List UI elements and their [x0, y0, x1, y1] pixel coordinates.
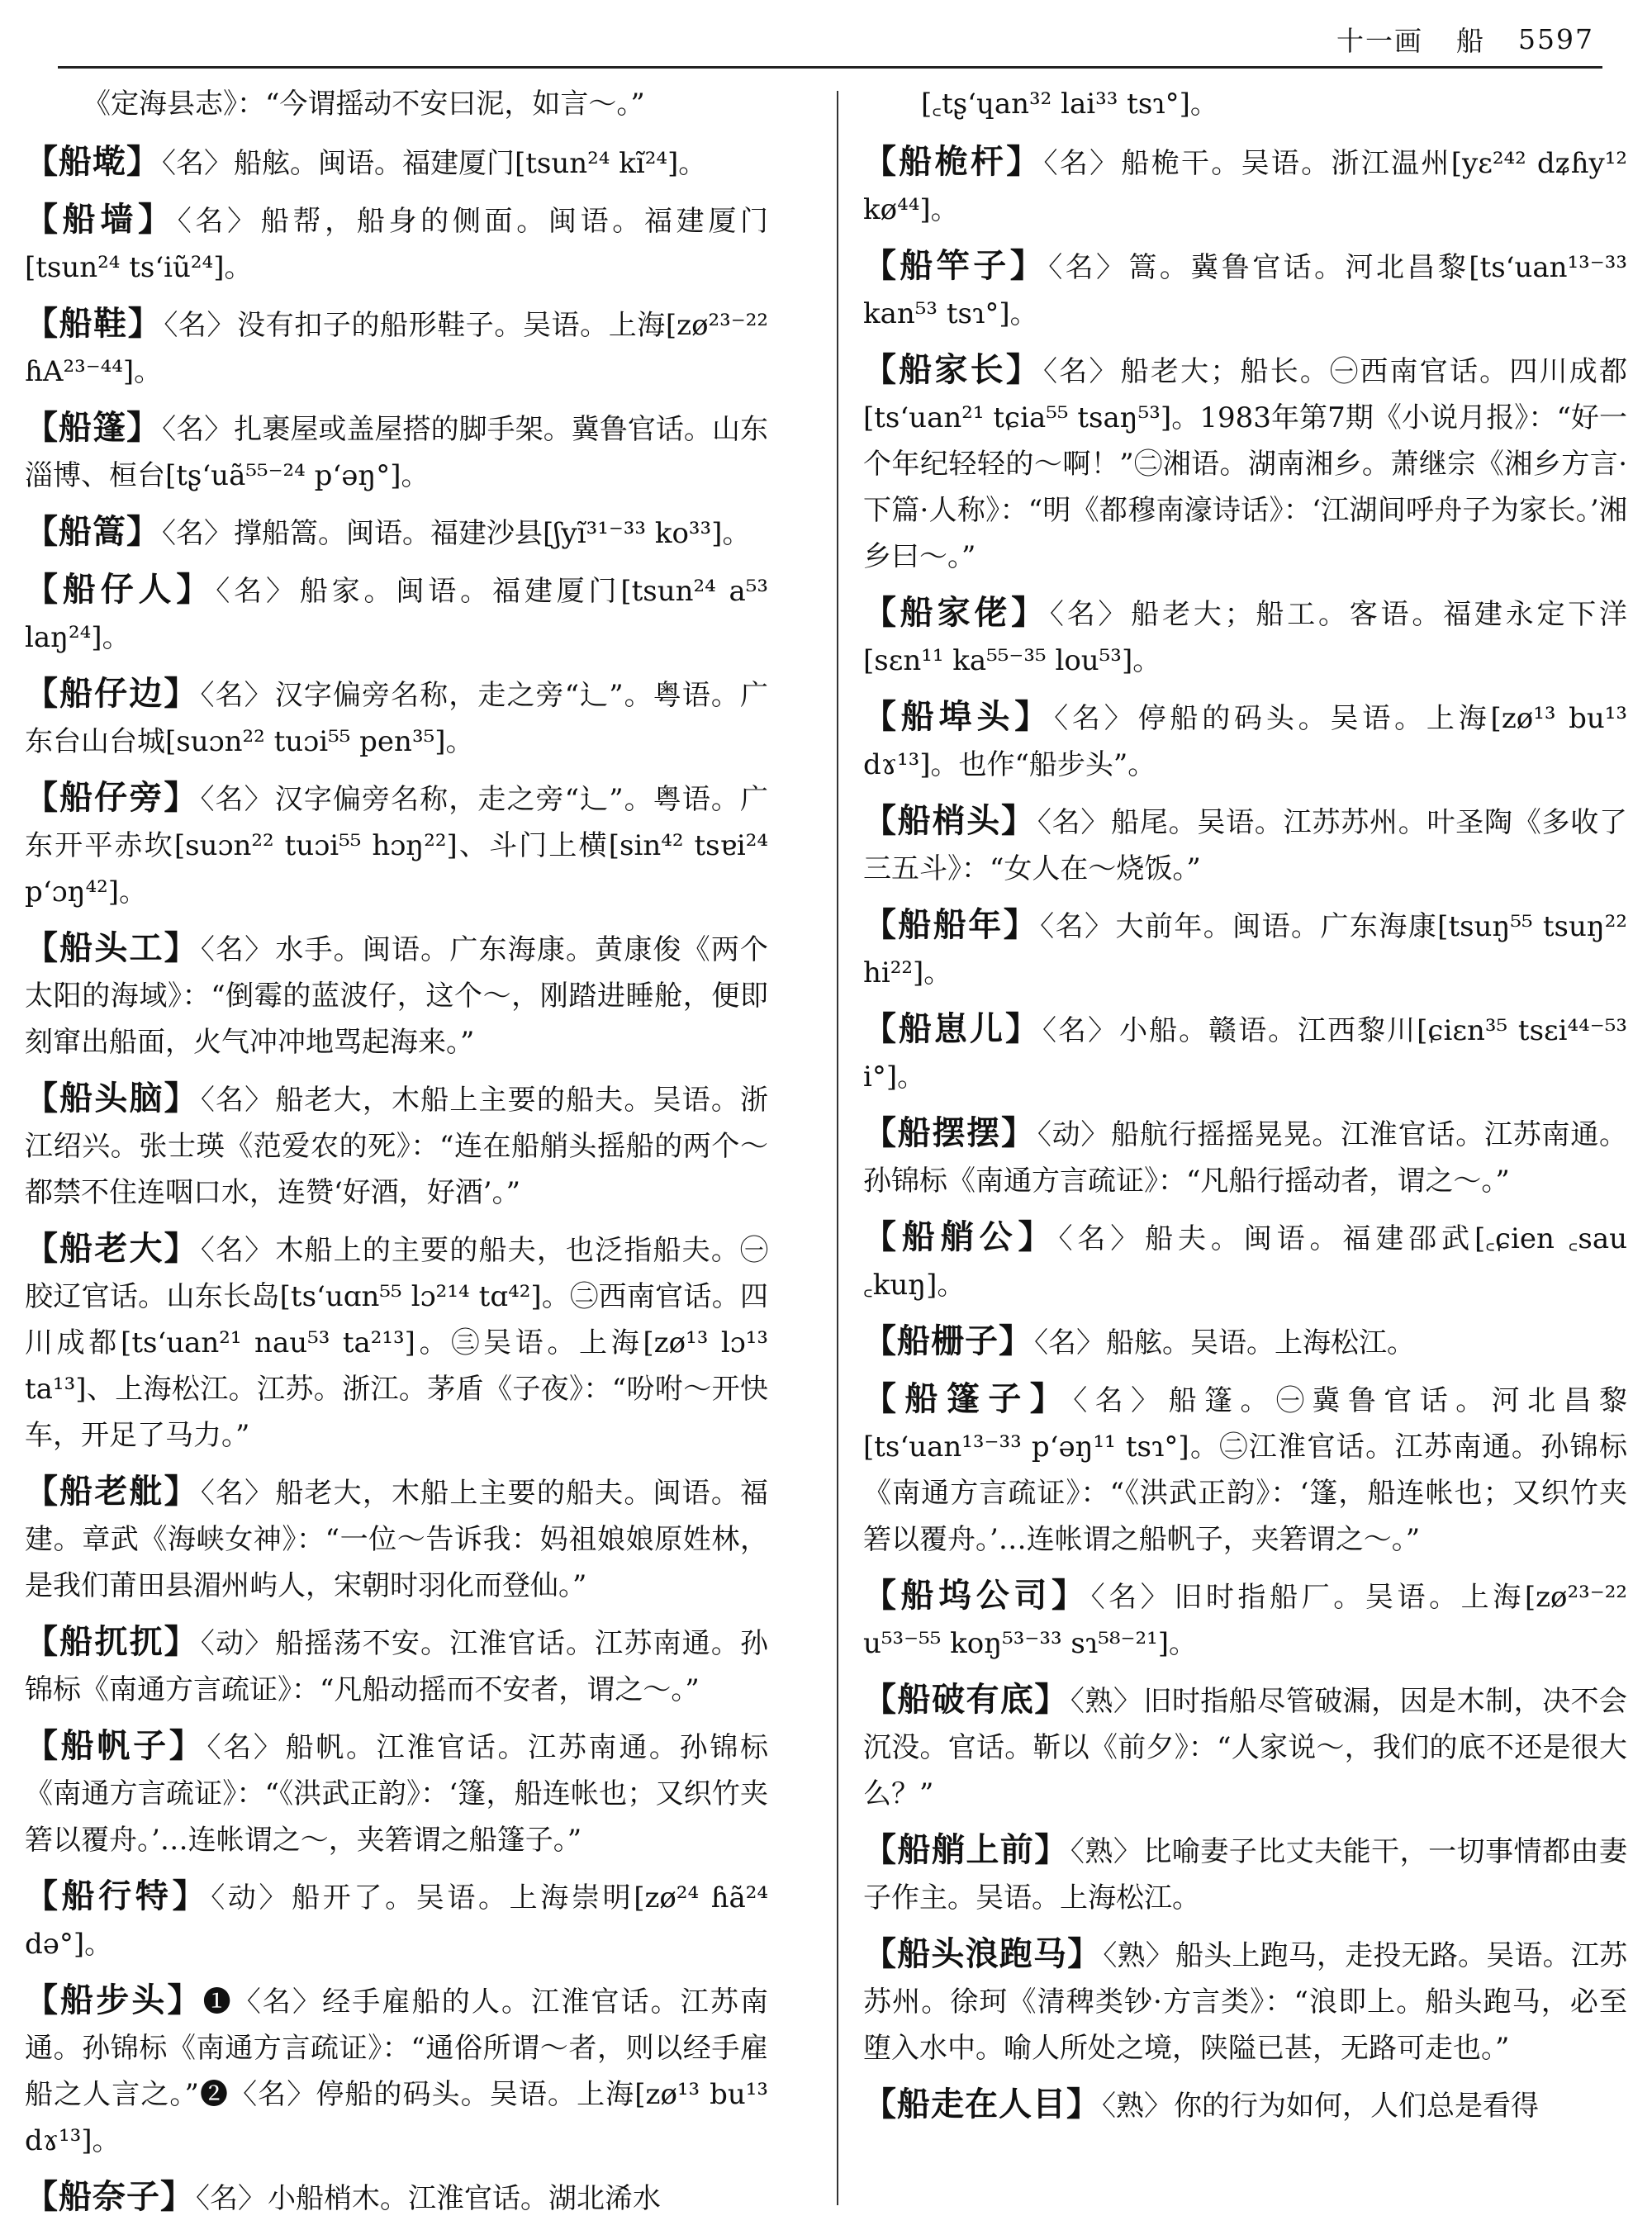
entry-definition: 船老大，木船上主要的船夫。吴语。浙江绍兴。张士瑛《范爱农的死》：“连在船艄头摇船的两个～都禁不住连咽口水，连赞‘好酒，好酒’。” [25, 1084, 768, 1209]
entry-headword: 【船家长】 [863, 350, 1042, 389]
entry-headword: 【船鞋】 [25, 304, 163, 343]
entry-definition: 船桅干。吴语。浙江温州[yɛ²⁴² dʑɦy¹² kø⁴⁴]。 [863, 147, 1627, 226]
part-of-speech: 〈名〉 [1090, 1581, 1173, 1614]
entry-definition: 船航行摇摇晃晃。江淮官话。江苏南通。孙锦标《南通方言疏证》：“凡船行摇动者，谓之～。” [863, 1118, 1627, 1198]
entry-definition: 船家。闽语。福建厦门[tsun²⁴ a⁵³ laŋ²⁴]。 [25, 575, 768, 654]
entry-definition: ❶〈名〉经手雇船的人。江淮官话。江苏南通。孙锦标《南通方言疏证》：“通俗所谓～者，则以经手雇船之人言之。”❷〈名〉停船的码头。吴语。上海[zø¹³ bu¹³ dɤ¹³]。 [25, 1986, 768, 2157]
dictionary-entry [25, 775, 768, 915]
dictionary-entry [25, 405, 768, 499]
part-of-speech: 〈名〉 [162, 147, 232, 180]
dictionary-entry [25, 197, 768, 291]
entry-definition: 船老大；船工。客语。福建永定下洋[sɛn¹¹ ka⁵⁵⁻³⁵ lou⁵³]。 [863, 598, 1627, 677]
dictionary-entry [863, 1931, 1627, 2071]
entry-headword: 【船仔人】 [25, 570, 215, 609]
dictionary-entry [25, 139, 768, 187]
dictionary-entry [863, 1214, 1627, 1308]
part-of-speech: 〈熟〉 [1102, 2090, 1172, 2123]
dictionary-entry [25, 567, 768, 661]
entry-headword: 【船破有底】 [863, 1680, 1069, 1719]
entry-headword: 【船崽儿】 [863, 1009, 1042, 1048]
dictionary-entry [25, 1977, 768, 2164]
dictionary-entry [863, 2081, 1627, 2129]
part-of-speech: 〈名〉 [200, 1084, 274, 1117]
entry-definition: 大前年。闽语。广东海康[tsuŋ⁵⁵ tsuŋ²² hi²²]。 [863, 910, 1627, 989]
page-header [58, 18, 1594, 59]
entry-definition: 船舷。闽语。福建厦门[tsun²⁴ kĩ²⁴]。 [234, 147, 707, 180]
entry-definition: 船头上跑马，走投无路。吴语。江苏苏州。徐珂《清稗类钞·方言类》：“浪即上。船头跑马，必至堕入水中。喻人所处之境，陕隘已甚，无路可走也。” [863, 1939, 1627, 2065]
entry-headword: 【船帆子】 [25, 1726, 206, 1765]
entry-definition: 船帮，船身的侧面。闽语。福建厦门[tsun²⁴ ts‘iũ²⁴]。 [25, 205, 768, 284]
entry-definition: 船篷。㊀冀鲁官话。河北昌黎[ts‘uan¹³⁻³³ p‘əŋ¹¹ tsɿ°]。㊁江淮官话。江苏南通。孙锦标《南通方言疏证》：“《洪武正韵》：‘篷，船连帐也；又织竹夹箬以覆舟。’…连帐谓之船帆子，夹箬谓之～。” [863, 1384, 1627, 1556]
part-of-speech: 〈名〉 [1034, 1326, 1104, 1359]
entry-headword: 【船埠头】 [863, 697, 1053, 736]
dictionary-entry [25, 671, 768, 765]
entry-headword: 【船艄公】 [863, 1217, 1057, 1256]
entry-definition: 你的行为如何，人们总是看得 [1174, 2090, 1539, 2123]
entry-headword: 【船奈子】 [25, 2177, 194, 2212]
dictionary-entry [863, 1573, 1627, 1667]
entry-continuation [863, 81, 1627, 127]
entry-headword: 【船坞公司】 [863, 1576, 1089, 1615]
dictionary-entry [863, 1318, 1627, 1366]
entry-definition: 水手。闽语。广东海康。黄康俊《两个太阳的海域》：“倒霉的蓝波仔，这个～，刚踏进睡舱，便即刻窜出船面，火气冲冲地骂起海来。” [25, 933, 768, 1059]
entry-headword: 【船仔旁】 [25, 778, 199, 817]
entry-definition: 扎裹屋或盖屋搭的脚手架。冀鲁官话。山东淄博、桓台[tʂ‘uã⁵⁵⁻²⁴ p‘əŋ°]。 [25, 413, 768, 492]
entry-definition: 小船梢木。江淮官话。湖北浠水 [268, 2182, 661, 2212]
part-of-speech: 〈名〉 [1040, 910, 1114, 943]
entry-definition: 船开了。吴语。上海崇明[zø²⁴ ɦã²⁴ də°]。 [25, 1881, 768, 1961]
entry-definition: 船老大，木船上主要的船夫。闽语。福建。章武《海峡女神》：“一位～告诉我：妈祖娘娘原姓林，是我们莆田县湄州屿人，宋朝时羽化而登仙。” [25, 1477, 768, 1602]
entry-headword: 【船头浪跑马】 [863, 1934, 1102, 1973]
dictionary-entry [25, 1226, 768, 1459]
entry-definition: 旧时指船厂。吴语。上海[zø²³⁻²² u⁵³⁻⁵⁵ koŋ⁵³⁻³³ sɿ⁵⁸⁻²¹]。 [863, 1581, 1627, 1660]
entry-headword: 【船篷子】 [863, 1379, 1072, 1418]
entry-headword: 【船步头】 [25, 1981, 203, 2019]
part-of-speech: 〈熟〉 [1103, 1939, 1175, 1972]
part-of-speech: 〈动〉 [1037, 1118, 1110, 1151]
part-of-speech: 〈名〉 [1037, 806, 1110, 839]
entry-headword: 【船竿子】 [863, 246, 1047, 285]
left-column [25, 81, 768, 2212]
dictionary-entry [25, 1468, 768, 1609]
dictionary-entry [863, 798, 1627, 892]
dictionary-entry [25, 2174, 768, 2212]
part-of-speech: 〈名〉 [1054, 702, 1137, 735]
entry-definition: 小船。赣语。江西黎川[ɕiɛn³⁵ tsɛi⁴⁴⁻⁵³ i°]。 [863, 1014, 1627, 1094]
dictionary-entry [25, 1723, 768, 1863]
entry-definition: 船摇荡不安。江淮官话。江苏南通。孙锦标《南通方言疏证》：“凡船动摇而不安者，谓之～。” [25, 1627, 768, 1706]
entry-headword: 【船桅杆】 [863, 142, 1042, 181]
column-divider [837, 91, 838, 2205]
entry-headword: 【船行特】 [25, 1877, 210, 1915]
entry-continuation [25, 81, 768, 127]
dictionary-entry [863, 902, 1627, 996]
part-of-speech: 〈名〉 [1043, 147, 1120, 180]
part-of-speech: 〈名〉 [1058, 1222, 1144, 1255]
entry-headword: 【船老舭】 [25, 1472, 199, 1511]
part-of-speech: 〈名〉 [200, 679, 273, 712]
right-column [863, 81, 1627, 2212]
entry-definition: 篙。冀鲁官话。河北昌黎[ts‘uan¹³⁻³³ kan⁵³ tsɿ°]。 [863, 251, 1627, 330]
page-number: 5597 [1518, 22, 1594, 55]
entry-headword: 【船栅子】 [863, 1321, 1032, 1360]
section-label: 十一画 [1336, 24, 1424, 57]
entry-definition: 汉字偏旁名称，走之旁“辶”。粤语。广东开平赤坎[suɔn²² tuɔi⁵⁵ hɔŋ²²]、斗门上横[sin⁴² tsɐi²⁴ p‘ɔŋ⁴²]。 [25, 783, 768, 909]
entry-headword: 【船家佬】 [863, 593, 1048, 632]
dictionary-entry [25, 301, 768, 395]
part-of-speech: 〈名〉 [1049, 598, 1130, 631]
entry-headword: 【船走在人目】 [863, 2085, 1100, 2123]
dictionary-entry [25, 1075, 768, 1216]
part-of-speech: 〈名〉 [200, 1234, 274, 1267]
entry-definition: 汉字偏旁名称，走之旁“辶”。粤语。广东台山台城[suɔn²² tuɔi⁵⁵ pen³⁵]。 [25, 679, 768, 758]
entry-headword: 【船仔边】 [25, 674, 199, 713]
dictionary-entry [25, 509, 768, 557]
entry-definition: 没有扣子的船形鞋子。吴语。上海[zø²³⁻²² ɦA²³⁻⁴⁴]。 [25, 309, 768, 388]
dictionary-entry [863, 1376, 1627, 1563]
dictionary-entry [863, 590, 1627, 684]
part-of-speech: 〈名〉 [177, 205, 259, 238]
part-of-speech: 〈名〉 [200, 933, 274, 966]
part-of-speech: 〈名〉 [1073, 1384, 1167, 1417]
dictionary-entry [863, 347, 1627, 580]
dictionary-entry [25, 925, 768, 1065]
part-of-speech: 〈熟〉 [1070, 1685, 1142, 1718]
part-of-speech: 〈动〉 [211, 1881, 291, 1914]
part-of-speech: 〈名〉 [1043, 355, 1119, 388]
dictionary-entry [863, 1677, 1627, 1817]
entry-definition: [꜀tʂ‘ɥan³² lai³³ tsɿ°]。 [921, 88, 1218, 121]
entry-headword: 【船船年】 [863, 905, 1039, 944]
entry-headword: 【船艄上前】 [863, 1830, 1069, 1869]
dictionary-entry [863, 1827, 1627, 1921]
entry-definition: 船舷。吴语。上海松江。 [1106, 1326, 1415, 1359]
entry-definition: 撑船篙。闽语。福建沙县[ʃyĩ³¹⁻³³ ko³³]。 [234, 517, 751, 550]
entry-headword: 【船梢头】 [863, 801, 1036, 840]
dictionary-entry [863, 139, 1627, 233]
part-of-speech: 〈名〉 [162, 517, 232, 550]
part-of-speech: 〈名〉 [1042, 1014, 1118, 1047]
dictionary-entry [863, 243, 1627, 337]
entry-headword: 【船摆摆】 [863, 1113, 1036, 1152]
entry-definition: 船尾。吴语。江苏苏州。叶圣陶《多收了三五斗》：“女人在～烧饭。” [863, 806, 1627, 885]
entry-headword: 【船篷】 [25, 408, 161, 447]
header-rule [58, 66, 1602, 69]
dictionary-entry [863, 694, 1627, 788]
part-of-speech: 〈名〉 [206, 1731, 284, 1764]
part-of-speech: 〈名〉 [1048, 251, 1127, 284]
dictionary-entry [25, 1619, 768, 1713]
header-char: 船 [1456, 24, 1486, 57]
entry-headword: 【船头工】 [25, 928, 199, 967]
entry-headword: 【船头脑】 [25, 1079, 199, 1117]
entry-definition: 木船上的主要的船夫，也泛指船夫。㊀胶辽官话。山东长岛[ts‘uɑn⁵⁵ lɔ²¹⁴ tɑ⁴²]。㊁西南官话。四川成都[ts‘uan²¹ nau⁵³ ta²¹³]。㊂吴语。上海[zø¹³ lɔ¹³ ta¹³]、上海松江。江苏。浙江。茅盾《子夜》：“吩咐～开快车，开足了马力。” [25, 1234, 768, 1452]
dictionary-entry [25, 1873, 768, 1967]
entry-headword: 【船墙】 [25, 200, 176, 239]
part-of-speech: 〈熟〉 [1070, 1835, 1142, 1868]
entry-headword: 【船老大】 [25, 1229, 199, 1268]
part-of-speech: 〈动〉 [200, 1627, 274, 1660]
part-of-speech: 〈名〉 [162, 413, 233, 446]
part-of-speech: 〈名〉 [216, 575, 298, 608]
entry-definition: 船老大；船长。㊀西南官话。四川成都[ts‘uan²¹ tɕia⁵⁵ tsaŋ⁵³]。1983年第7期《小说月报》：“好一个年纪轻轻的～啊！”㊁湘语。湖南湘乡。萧继宗《湘乡方言·下篇·人称》：“明《都穆南濠诗话》：‘江湖间呼舟子为家长。’湘乡曰～。” [863, 355, 1627, 573]
part-of-speech: 〈名〉 [200, 783, 273, 816]
part-of-speech: 〈名〉 [196, 2182, 266, 2212]
entry-definition: 旧时指船尽管破漏，因是木制，决不会沉没。官话。靳以《前夕》：“人家说～，我们的底不还是很大么？” [863, 1685, 1627, 1810]
dictionary-entry [863, 1110, 1627, 1204]
entry-headword: 【船篙】 [25, 512, 160, 551]
entry-headword: 【船墘】 [25, 142, 160, 181]
entry-definition: 比喻妻子比丈夫能干，一切事情都由妻子作主。吴语。上海松江。 [863, 1835, 1627, 1914]
entry-definition: 船夫。闽语。福建邵武[꜀ɕien ꜀sau ꜀kuŋ]。 [863, 1222, 1627, 1302]
part-of-speech: 〈名〉 [164, 309, 236, 342]
entry-definition: 停船的码头。吴语。上海[zø¹³ bu¹³ dɤ¹³]。也作“船步头”。 [863, 702, 1627, 781]
entry-definition: 船帆。江淮官话。江苏南通。孙锦标《南通方言疏证》：“《洪武正韵》：‘篷，船连帐也；又织竹夹箬以覆舟。’…连帐谓之～，夹箬谓之船篷子。” [25, 1731, 768, 1857]
part-of-speech: 〈名〉 [200, 1477, 274, 1510]
entry-headword: 【船扤扤】 [25, 1622, 199, 1661]
dictionary-entry [863, 1006, 1627, 1100]
entry-definition: 《定海县志》：“今谓摇动不安曰泥，如言～。” [83, 88, 645, 121]
